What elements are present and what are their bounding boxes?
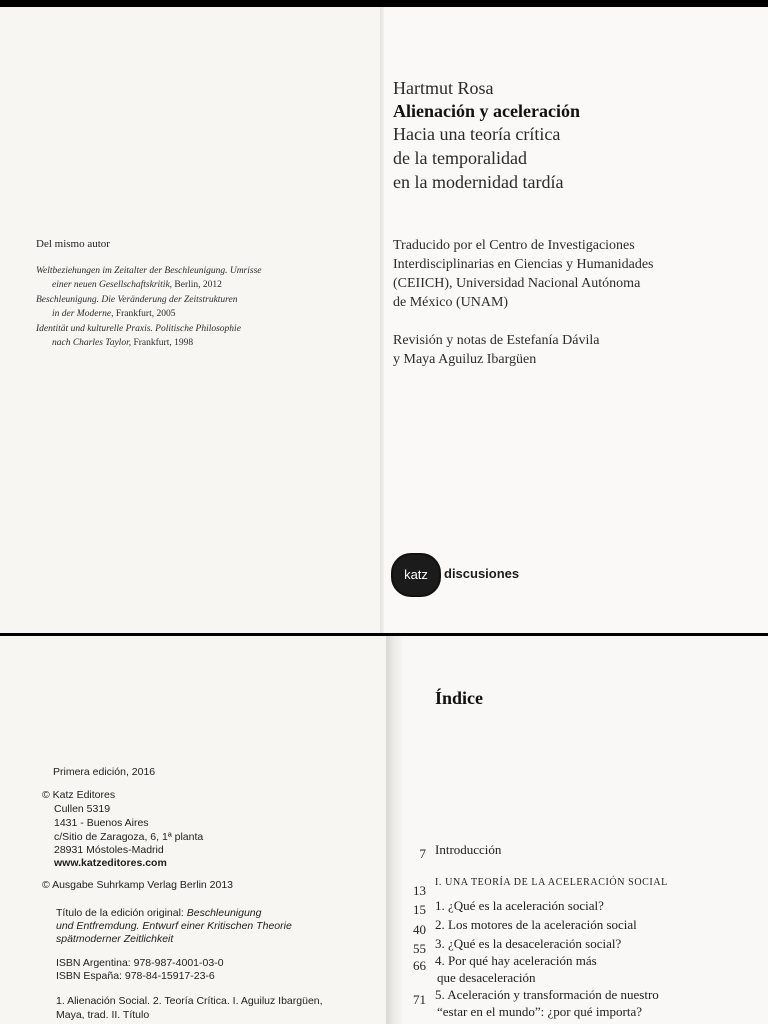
publisher-line: © Katz Editores: [42, 789, 116, 801]
book-title: Alienación y aceleración: [393, 101, 580, 121]
address-line-4: 28931 Móstoles-Madrid: [54, 844, 164, 856]
work-3-line-1: Identität und kulturelle Praxis. Politische Philosophie: [36, 324, 241, 334]
translation-line-3: (CEIICH), Universidad Nacional Autónoma: [393, 276, 641, 291]
subtitle-line-1: Hacia una teoría crítica: [393, 124, 561, 144]
index-entry[interactable]: 3. ¿Qué es la desaceleración social?: [435, 936, 622, 951]
translation-line-1: Traducido por el Centro de Investigaciones: [393, 238, 635, 253]
work-1-line-2: einer neuen Gesellschaftskritik, Berlin, 2012: [52, 280, 222, 290]
top-left-page: [0, 7, 382, 633]
work-3-line-2: nach Charles Taylor, Frankfurt, 1998: [52, 338, 194, 348]
index-entry[interactable]: 5. Aceleración y transformación de nuestro: [435, 987, 659, 1002]
translation-line-2: Interdisciplinarias en Ciencias y Humanidades: [393, 257, 654, 272]
address-line-3: c/Sitio de Zaragoza, 6, 1ª planta: [54, 831, 204, 843]
katz-logo: [391, 553, 441, 597]
index-page-number: 66: [413, 958, 426, 973]
index-entry[interactable]: Introducción: [435, 842, 502, 857]
work-2-line-1: Beschleunigung. Die Veränderung der Zeitstrukturen: [36, 295, 238, 305]
index-page-number: 15: [413, 902, 426, 917]
isbn-spain: ISBN España: 978-84-15917-23-6: [56, 970, 215, 982]
edition-line: Primera edición, 2016: [53, 766, 156, 778]
katz-logo-text: katz: [404, 567, 428, 582]
subtitle-line-3: en la modernidad tardía: [393, 172, 564, 192]
isbn-argentina: ISBN Argentina: 978-987-4001-03-0: [56, 957, 224, 969]
index-entry[interactable]: 4. Por qué hay aceleración más: [435, 953, 597, 968]
original-title-line-1: Título de la edición original: Beschleunigung: [56, 907, 262, 919]
index-entry-continuation: “estar en el mundo”: ¿por qué importa?: [437, 1004, 643, 1019]
original-title-line-3: spätmoderner Zeitlichkeit: [56, 933, 174, 945]
top-fold: [380, 7, 384, 633]
cataloging-line-1: 1. Alienación Social. 2. Teoría Crítica. I. Aguiluz Ibargüen,: [56, 995, 323, 1007]
revision-line-2: y Maya Aguiluz Ibargüen: [393, 352, 537, 367]
index-entry[interactable]: 2. Los motores de la aceleración social: [435, 917, 637, 932]
website-link[interactable]: www.katzeditores.com: [54, 857, 167, 869]
work-1-line-1: Weltbeziehungen im Zeitalter der Beschleunigung. Umrisse: [36, 266, 262, 276]
index-page-number: 7: [419, 846, 426, 861]
cataloging-line-2: Maya, trad. II. Título: [56, 1009, 150, 1021]
original-title-line-2: und Entfremdung. Entwurf einer Kritischen Theorie: [56, 920, 292, 932]
index-section-heading[interactable]: I. UNA TEORÍA DE LA ACELERACIÓN SOCIAL: [435, 877, 668, 888]
index-entry-continuation: que desaceleración: [437, 970, 536, 985]
same-author-heading: Del mismo autor: [36, 238, 110, 250]
address-line-1: Cullen 5319: [54, 803, 111, 815]
index-page-number: 40: [413, 922, 426, 937]
index-entry[interactable]: 1. ¿Qué es la aceleración social?: [435, 898, 604, 913]
subtitle-line-2: de la temporalidad: [393, 148, 527, 168]
translation-line-4: de México (UNAM): [393, 295, 509, 310]
revision-line-1: Revisión y notas de Estefanía Dávila: [393, 333, 600, 348]
author-name: Hartmut Rosa: [393, 78, 494, 98]
copyright-line: © Ausgabe Suhrkamp Verlag Berlin 2013: [42, 879, 234, 891]
index-page-number: 71: [413, 992, 426, 1007]
index-page-number: 55: [413, 941, 426, 956]
address-line-2: 1431 - Buenos Aires: [54, 817, 149, 829]
index-heading: Índice: [435, 688, 484, 708]
work-2-line-2: in der Moderne, Frankfurt, 2005: [52, 309, 176, 319]
index-page-number: 13: [413, 883, 426, 898]
collection-name: discusiones: [444, 566, 520, 581]
